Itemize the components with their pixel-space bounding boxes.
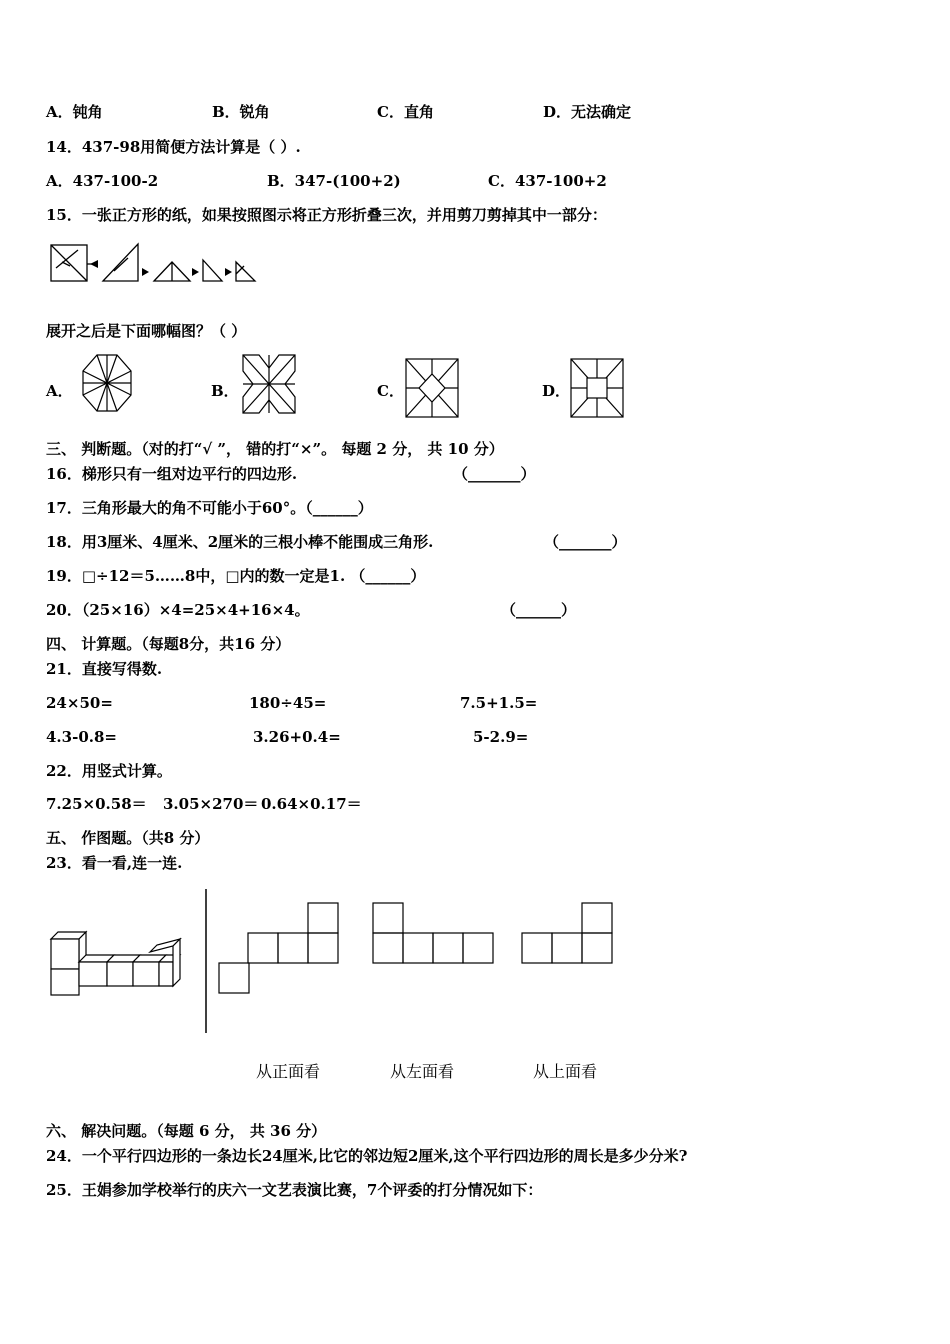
q13-option-c: C．直角 (377, 103, 434, 121)
q15-stem: 15．一张正方形的纸，如果按照图示将正方形折叠三次，并用剪刀剪掉其中一部分： (46, 206, 607, 224)
q22-item: 3.05×270＝ (163, 795, 259, 813)
q13-option-d: D．无法确定 (543, 103, 632, 121)
view-label-front: 从正面看 (256, 1062, 321, 1081)
q14-option-a: A．437-100-2 (46, 172, 159, 190)
q18-blank: （_______） (544, 533, 627, 551)
q20-blank: （______） (501, 601, 577, 619)
option-d-inner-square-figure (570, 358, 624, 418)
option-a-octagon-figure (82, 354, 132, 412)
q24-text: 24．一个平行四边形的一条边长24厘米,比它的邻边短2厘米,这个平行四边形的周长是多少分米? (46, 1147, 688, 1165)
q22-item: 0.64×0.17＝ (261, 795, 362, 813)
section3-heading: 三、 判断题。（对的打“√ ”， 错的打“×”。 每题 2 分， 共 10 分） (46, 440, 504, 458)
q19-text: 19．□÷12＝5……8中，□内的数一定是1. （______） (46, 567, 426, 585)
q15-label-a: A． (46, 382, 73, 400)
fold-sequence-figure (48, 238, 263, 290)
q21-item: 5-2.9= (473, 728, 529, 746)
q18-text: 18．用3厘米、4厘米、2厘米的三根小棒不能围成三角形. (46, 533, 434, 551)
q21-item: 7.5+1.5= (460, 694, 538, 712)
q14-option-b: B．347-(100+2) (267, 172, 401, 190)
q13-option-a: A．钝角 (46, 103, 103, 121)
q21-item: 3.26+0.4= (253, 728, 341, 746)
q21-item: 24×50= (46, 694, 113, 712)
option-c-diamond-square-figure (405, 358, 459, 418)
q15-label-d: D． (542, 382, 571, 400)
cube-solid-figure (48, 928, 184, 998)
view-label-top: 从上面看 (533, 1062, 598, 1081)
q15-question: 展开之后是下面哪幅图？（ ） (46, 322, 247, 340)
q22-item: 7.25×0.58＝ (46, 795, 147, 813)
q21-stem: 21．直接写得数. (46, 660, 163, 678)
q25-text: 25．王娟参加学校举行的庆六一文艺表演比赛，7个评委的打分情况如下： (46, 1181, 543, 1199)
option-b-notched-square-figure (242, 354, 296, 414)
q16-blank: （_______） (453, 465, 536, 483)
section6-heading: 六、 解决问题。（每题 6 分， 共 36 分） (46, 1122, 327, 1140)
section4-heading: 四、 计算题。（每题8分，共16 分） (46, 635, 291, 653)
q13-option-b: B．锐角 (212, 103, 270, 121)
q14-stem: 14．437-98用简便方法计算是（ ）. (46, 138, 301, 156)
vertical-divider (204, 889, 208, 1033)
q17-text: 17．三角形最大的角不可能小于60°。（______） (46, 499, 373, 517)
q15-label-b: B． (211, 382, 239, 400)
q14-option-c: C．437-100+2 (488, 172, 607, 190)
q21-item: 4.3-0.8= (46, 728, 117, 746)
view-grid-1 (218, 902, 342, 996)
q22-stem: 22．用竖式计算。 (46, 762, 172, 780)
section5-heading: 五、 作图题。（共8 分） (46, 829, 210, 847)
q16-text: 16．梯形只有一组对边平行的四边形. (46, 465, 298, 483)
q21-item: 180÷45= (249, 694, 327, 712)
q23-stem: 23．看一看,连一连. (46, 854, 183, 872)
q15-label-c: C． (377, 382, 404, 400)
view-grid-3 (521, 902, 617, 966)
q20-text: 20．（25×16）×4=25×4+16×4。 (46, 601, 310, 619)
view-grid-2 (372, 902, 498, 966)
view-label-left: 从左面看 (390, 1062, 455, 1081)
